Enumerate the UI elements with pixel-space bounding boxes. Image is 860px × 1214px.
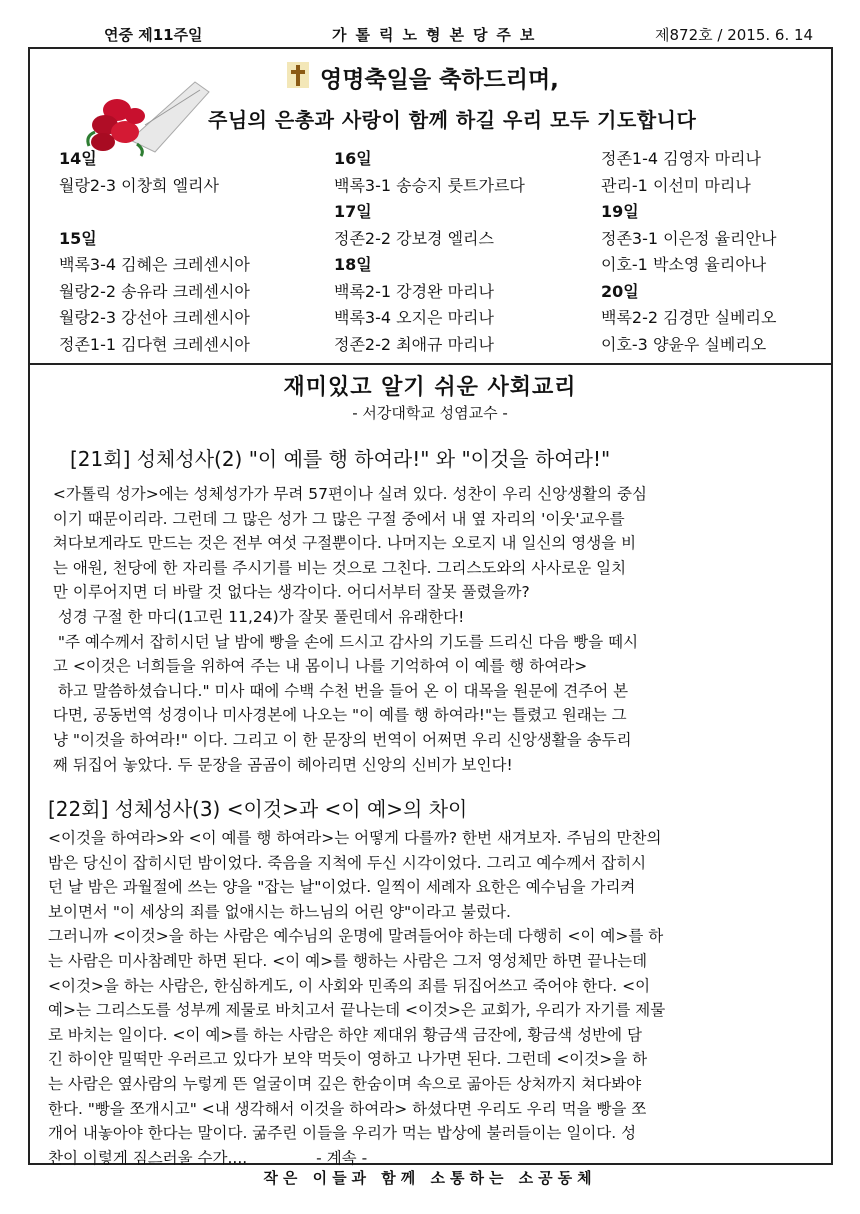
section-divider <box>28 363 833 365</box>
bulletin-header <box>0 0 860 44</box>
name-day-entry: 월랑2-3 이창희 엘리사 <box>59 175 219 195</box>
name-day-entry: 정존3-1 이은정 율리안나 <box>601 228 777 248</box>
celebration-subtitle: 주님의 은총과 사랑이 함께 하길 우리 모두 기도합니다 <box>208 108 697 132</box>
bulletin-footer: 작은 이들과 함께 소통하는 소공동체 <box>263 1169 597 1187</box>
name-day-entry: 정존2-2 최애규 마리나 <box>334 334 494 354</box>
name-day-entry: 이호-3 양윤우 실베리오 <box>601 334 767 354</box>
bulletin-title: 가톨릭노형본당주보 <box>332 26 544 44</box>
name-day-entry: 백록3-4 김혜은 크레센시아 <box>59 255 250 274</box>
name-day-entry: 백록3-1 송승지 룻트가르다 <box>334 175 525 195</box>
name-day-date: 15일 <box>59 228 97 248</box>
name-day-column-3 <box>601 146 776 358</box>
part-22-body: <이것을 하여라>와 <이 예를 행 하여라>는 어떻게 다를까? 한번 새겨보자. 주님의 만찬의 밤은 당신이 잡히시던 밤이었다. 죽음을 지척에 두신 시각이었다. 그리고 예수께서 잡히시 던 날 밤은 과월절에 쓰는 양을 "잡는 날"이었다. 일찍이 세례자 요한은 예수님을 가리켜 보이면서 "이 세상의 죄를 없애시는 하느님의 어린 양"이라고 불렀다. 그러니까 <이것>을 하는 사람은 예수님의 운명에 말려들어야 하는데 다행히 <이 예>를 하 는 사람은 미사참례만 하면 된다. <이 예>를 행하는 사람은 그저 영성체만 하면 끝나는데 <이것>을 하는 사람은, 한심하게도, 이 사회와 민족의 죄를 뒤집어쓰고 죽어야 한다. <이 예>는 그리스도를 성부께 제물로 바치고서 끝나는데 <이것>은 교회가, 우리가 자기를 제물 로 바치는 일이다. <이 예>를 하는 사람은 하얀 제대위 황금색 금잔에, 황금색 성반에 담 긴 하이얀 밀떡만 우러르고 있다가 보약 먹듯이 영하고 나가면 된다. 그런데 <이것>을 하 는 사람은 옆사람의 누렇게 뜬 얼굴이며 깊은 한숨이며 속으로 곪아든 상처까지 쳐다봐야 한다. "빵을 쪼개시고" <내 생각해서 이것을 하여라> 하셨다면 우리도 우리 먹을 빵을 쪼 개어 내놓아야 한다는 말이다. 굶주린 이들을 우리가 먹는 밥상에 불러들이는 일이다. 성 찬이 이렇게 짐스러울 수가.... - 계속 - <box>48 829 666 1167</box>
celebration-title: 영명축일을 축하드리며, <box>320 67 559 93</box>
name-day-column-2 <box>334 146 525 358</box>
name-day-entry: 이호-1 박소영 율리아나 <box>601 255 767 274</box>
name-day-date: 16일 <box>334 149 372 168</box>
article-author: - 서강대학교 성염교수 - <box>352 404 508 422</box>
name-day-entry: 월랑2-3 강선아 크레센시아 <box>59 308 250 327</box>
spacer <box>59 199 250 226</box>
name-day-date: 18일 <box>334 255 372 274</box>
name-day-date: 20일 <box>601 281 639 301</box>
liturgical-week: 연중 제11주일 <box>104 26 203 44</box>
name-day-date: 19일 <box>601 202 639 221</box>
name-day-date: 17일 <box>334 202 372 221</box>
name-day-entry: 백록2-2 김경만 실베리오 <box>601 308 777 327</box>
name-day-entry: 정존1-4 김영자 마리나 <box>601 149 761 168</box>
issue-date: 제872호 / 2015. 6. 14 <box>655 26 814 44</box>
part-22-heading: [22회] 성체성사(3) <이것>과 <이 예>의 차이 <box>48 797 468 821</box>
name-day-entry: 정존1-1 김다현 크레센시아 <box>59 334 250 354</box>
cross-icon <box>287 62 309 88</box>
article-title: 재미있고 알기 쉬운 사회교리 <box>283 375 577 400</box>
name-day-entry: 백록3-4 오지은 마리나 <box>334 308 494 327</box>
name-day-entry: 관리-1 이선미 마리나 <box>601 175 751 195</box>
name-day-entry: 월랑2-2 송유라 크레센시아 <box>59 281 250 301</box>
name-day-entry: 정존2-2 강보경 엘리스 <box>334 228 494 248</box>
part-21-body: <가톨릭 성가>에는 성체성가가 무려 57편이나 실려 있다. 성찬이 우리 신앙생활의 중심 이기 때문이리라. 그런데 그 많은 성가 그 많은 구절 중에서 내 옆 자리의 '이웃'교우를 쳐다보게라도 만드는 것은 전부 여섯 구절뿐이다. 나머지는 오로지 내 일신의 영생을 비 는 애원, 천당에 한 자리를 주시기를 비는 것으로 그친다. 그리스도와의 사사로운 일치 만 이루어지면 더 바랄 것 없다는 생각이다. 어디서부터 잘못 풀렸을까? 성경 구절 한 마디(1고린 11,24)가 잘못 풀린데서 유래한다! "주 예수께서 잡히시던 날 밤에 빵을 손에 드시고 감사의 기도를 드리신 다음 빵을 떼시 고 <이것은 너희들을 위하여 주는 내 몸이니 나를 기억하여 이 예를 행 하여라> 하고 말씀하셨습니다." 미사 때에 수백 수천 번을 들어 온 이 대목을 원문에 견주어 본 다면, 공동번역 성경이나 미사경본에 나오는 "이 예를 행 하여라!"는 틀렸고 원래는 그 냥 "이것을 하여라!" 이다. 그리고 이 한 문장의 번역이 어쩌면 우리 신앙생활을 송두리 째 뒤집어 놓았다. 두 문장을 곰곰이 헤아리면 신앙의 신비가 보인다! <box>52 485 647 774</box>
name-day-date: 14일 <box>59 149 97 168</box>
name-day-entry: 백록2-1 강경완 마리나 <box>334 281 494 301</box>
name-day-column-1 <box>59 146 250 358</box>
part-21-heading: [21회] 성체성사(2) "이 예를 행 하여라!" 와 "이것을 하여라!" <box>70 447 611 471</box>
